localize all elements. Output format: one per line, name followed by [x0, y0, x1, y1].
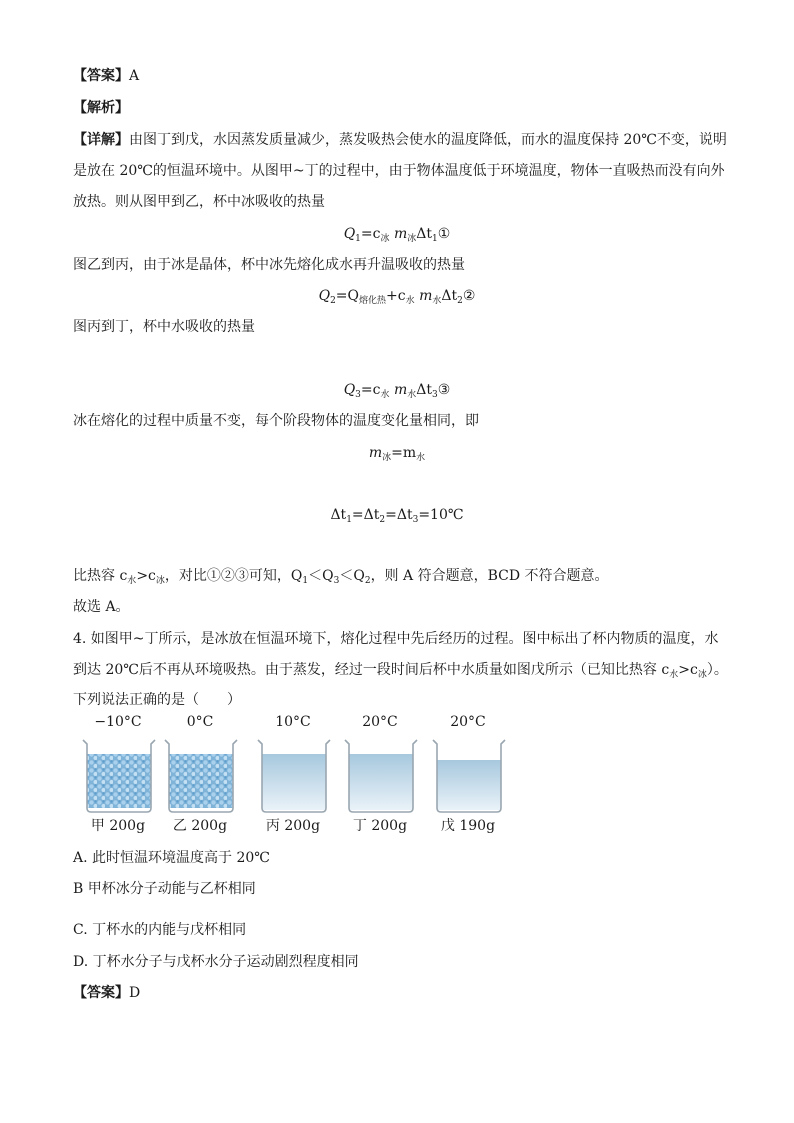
ice-beaker-icon — [163, 736, 239, 814]
beaker-caption: 乙 200g — [172, 818, 228, 834]
text-f: 故选 A。 — [73, 599, 130, 615]
text-d: 冰在熔化的过程中质量不变，每个阶段物体的温度变化量相同，即 — [73, 413, 479, 429]
question-line-3: 下列说法正确的是（ ） — [73, 692, 241, 708]
water-beaker-icon — [343, 736, 419, 814]
answer-value: D — [129, 985, 141, 1001]
equation-2: $Q_2=Q_{熔化热}+c_水$ $m_水\Delta t_2②$ — [318, 288, 476, 306]
detail-text-1: 由图丁到戊，水因蒸发质量减少，蒸发吸热会使水的温度降低，而水的温度保持 20℃不变，说明 — [129, 132, 727, 148]
beaker-jia — [73, 712, 163, 842]
equation-4: $m_冰=m_水$ — [368, 445, 426, 463]
question-line-1: 4. 如图甲~丁所示，是冰放在恒温环境下，熔化过程中先后经历的过程。图中标出了杯内物质的温度，水 — [73, 631, 719, 647]
beaker-caption: 戊 190g — [440, 818, 496, 834]
answer-label: 【答案】 — [73, 985, 129, 1001]
answer-value: A — [129, 68, 140, 84]
detail-line-3: 放热。则从图甲到乙，杯中冰吸收的热量 — [73, 194, 325, 210]
beaker-temp: 20°C — [362, 714, 398, 730]
equation-3: $Q_3=c_水$ $m_水\Delta t_3③$ — [343, 382, 451, 400]
beaker-bing — [248, 712, 338, 842]
beaker-caption: 丁 200g — [352, 818, 408, 834]
detail-line-2: 是放在 20℃的恒温环境中。从图甲~丁的过程中，由于物体温度低于环境温度，物体一直吸热而没有向外 — [73, 163, 725, 179]
beaker-caption: 丙 200g — [265, 818, 321, 834]
beaker-temp: 0°C — [186, 714, 214, 730]
analysis-label: 【解析】 — [73, 100, 129, 116]
beaker-ding — [335, 712, 425, 842]
option-a: A. 此时恒温环境温度高于 20℃ — [73, 850, 270, 866]
text-c: 图丙到丁，杯中水吸收的热量 — [73, 319, 255, 335]
beaker-temp: −10°C — [94, 714, 142, 730]
option-d: D. 丁杯水分子与戊杯水分子运动剧烈程度相同 — [73, 954, 359, 970]
water-beaker-icon — [431, 736, 507, 814]
prev-answer-line — [73, 66, 139, 86]
option-b: B 甲杯冰分子动能与乙杯相同 — [73, 881, 256, 897]
equation-5: $\Delta t_1=\Delta t_2=\Delta t_3=10℃$ — [330, 507, 464, 525]
question-line-2: 到达 20℃后不再从环境吸热。由于蒸发，经过一段时间后杯中水质量如图戊所示（已知比热容 $c_水>c_冰$）。 — [73, 662, 728, 680]
answer-label: 【答案】 — [73, 68, 129, 84]
beaker-temp: 10°C — [275, 714, 311, 730]
detail-label: 【详解】 — [73, 132, 129, 148]
beaker-caption: 甲 200g — [90, 818, 146, 834]
beaker-wu — [423, 712, 513, 842]
water-beaker-icon — [256, 736, 332, 814]
beaker-yi — [155, 712, 245, 842]
text-e: 比热容 $c_水>c_冰$，对比①②③可知，$Q_1<Q_3<Q_2$，则 A 符合题意，BCD 不符合题意。 — [73, 568, 609, 586]
beakers-figure — [73, 712, 513, 842]
text-b: 图乙到丙，由于冰是晶体，杯中冰先熔化成水再升温吸收的热量 — [73, 257, 465, 273]
beaker-temp: 20°C — [450, 714, 486, 730]
equation-1: $Q_1=c_冰$ $m_冰\Delta t_1①$ — [343, 226, 451, 244]
option-c: C. 丁杯水的内能与戊杯相同 — [73, 922, 247, 938]
answer-line — [73, 983, 140, 1003]
ice-beaker-icon — [81, 736, 157, 814]
detail-line-1 — [73, 130, 727, 150]
